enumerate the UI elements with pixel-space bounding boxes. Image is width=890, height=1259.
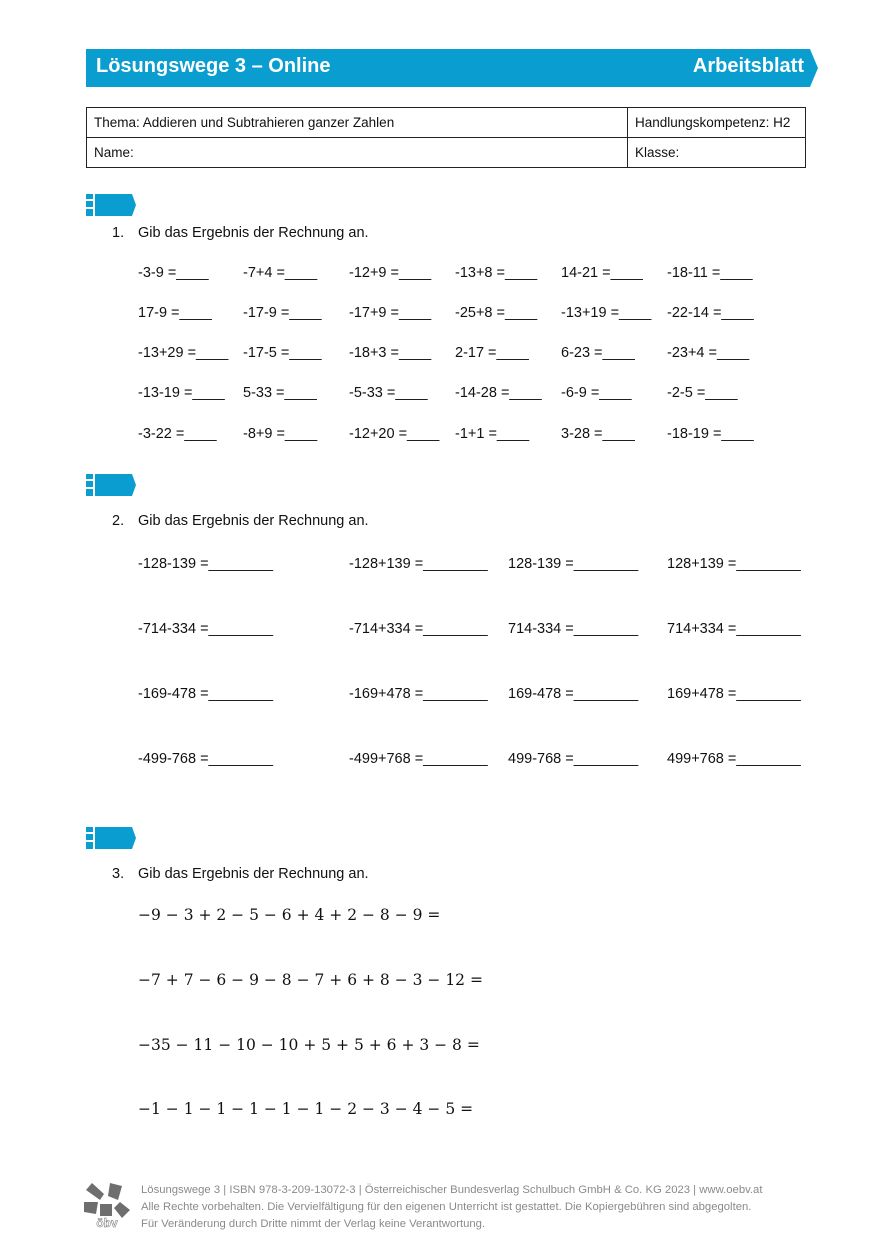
task-2-exercise: 169-478 =________: [508, 686, 639, 702]
document-type: Arbeitsblatt: [692, 55, 804, 77]
competence-cell: Handlungskompetenz: H2: [628, 108, 806, 138]
footer-line: Lösungswege 3 | ISBN 978-3-209-13072-3 | Österreichischer Bundesverlag Schulbuch GmbH & Co. KG 2023 | www.oebv.at: [141, 1184, 763, 1196]
task-1-exercise: -22-14 =____: [667, 305, 754, 321]
task-3-title: [112, 866, 369, 882]
task-1-title: [112, 225, 369, 241]
task-1-instruction: Gib das Ergebnis der Rechnung an.: [138, 225, 369, 241]
task-2-title: [112, 513, 369, 529]
task-1-exercise: -6-9 =____: [561, 385, 632, 401]
task-1-exercise: -12+9 =____: [349, 265, 432, 281]
task-2-exercise: -128-139 =________: [138, 556, 274, 572]
task-3-expression: −9 − 3 + 2 − 5 − 6 + 4 + 2 − 8 − 9 =: [138, 906, 441, 924]
task-1-number: 1.: [112, 225, 125, 241]
task-1-exercise: 5-33 =____: [243, 385, 317, 401]
publisher-logo-icon: [82, 1180, 132, 1230]
task-1-exercise: 2-17 =____: [455, 345, 529, 361]
task-2-exercise: 499+768 =________: [667, 751, 801, 767]
task-marker-1: [86, 194, 136, 216]
task-1-exercise: 17-9 =____: [138, 305, 212, 321]
task-1-exercise: -17+9 =____: [349, 305, 432, 321]
task-1-exercise: -25+8 =____: [455, 305, 538, 321]
task-2-exercise: 714+334 =________: [667, 621, 801, 637]
task-1-exercise: 6-23 =____: [561, 345, 635, 361]
task-2-exercise: 499-768 =________: [508, 751, 639, 767]
task-2-exercise: -499-768 =________: [138, 751, 274, 767]
task-1-exercise: -7+4 =____: [243, 265, 318, 281]
task-1-exercise: -18-11 =____: [667, 265, 753, 281]
task-1-exercise: -2-5 =____: [667, 385, 738, 401]
task-1-exercise: -18-19 =____: [667, 426, 754, 442]
task-1-exercise: -14-28 =____: [455, 385, 542, 401]
task-1-exercise: 14-21 =____: [561, 265, 643, 281]
task-2-instruction: Gib das Ergebnis der Rechnung an.: [138, 513, 369, 529]
task-2-exercise: 128-139 =________: [508, 556, 639, 572]
name-field[interactable]: Name:: [87, 138, 628, 168]
task-marker-3: [86, 827, 136, 849]
task-1-exercise: -23+4 =____: [667, 345, 750, 361]
task-1-exercise: -13+29 =____: [138, 345, 229, 361]
footer-line: Alle Rechte vorbehalten. Die Vervielfältigung für den eigenen Unterricht ist gestattet. Die Kopiergebühren sind abgegolten.: [141, 1201, 752, 1213]
task-1-exercise: -5-33 =____: [349, 385, 428, 401]
info-table: [86, 107, 806, 168]
task-2-number: 2.: [112, 513, 125, 529]
task-3-expression: −1 − 1 − 1 − 1 − 1 − 1 − 2 − 3 − 4 − 5 =: [138, 1100, 474, 1118]
task-2-exercise: -714+334 =________: [349, 621, 488, 637]
footer-line: Für Veränderung durch Dritte nimmt der Verlag keine Verantwortung.: [141, 1218, 486, 1230]
task-1-exercise: -13-19 =____: [138, 385, 225, 401]
task-2-exercise: 169+478 =________: [667, 686, 801, 702]
task-1-exercise: -17-9 =____: [243, 305, 322, 321]
task-1-exercise: -13+19 =____: [561, 305, 652, 321]
footer-text: [141, 1182, 762, 1233]
class-field[interactable]: Klasse:: [628, 138, 806, 168]
task-3-instruction: Gib das Ergebnis der Rechnung an.: [138, 866, 369, 882]
task-2-exercise: 714-334 =________: [508, 621, 639, 637]
task-2-exercise: -499+768 =________: [349, 751, 488, 767]
task-2-exercise: -128+139 =________: [349, 556, 488, 572]
task-1-exercise: -8+9 =____: [243, 426, 318, 442]
task-1-exercise: -3-9 =____: [138, 265, 209, 281]
task-1-exercise: -18+3 =____: [349, 345, 432, 361]
task-1-exercise: -1+1 =____: [455, 426, 530, 442]
worksheet-title: Lösungswege 3 – Online: [96, 55, 331, 77]
task-1-exercise: -13+8 =____: [455, 265, 538, 281]
task-1-exercise: -12+20 =____: [349, 426, 440, 442]
svg-text:öbv: öbv: [96, 1216, 118, 1230]
task-3-expression: −35 − 11 − 10 − 10 + 5 + 5 + 6 + 3 − 8 =: [138, 1036, 480, 1054]
task-1-exercise: -17-5 =____: [243, 345, 322, 361]
task-2-exercise: 128+139 =________: [667, 556, 801, 572]
task-marker-2: [86, 474, 136, 496]
task-2-exercise: -169-478 =________: [138, 686, 274, 702]
topic-cell: Thema: Addieren und Subtrahieren ganzer Zahlen: [87, 108, 628, 138]
task-2-exercise: -714-334 =________: [138, 621, 274, 637]
task-1-exercise: 3-28 =____: [561, 426, 635, 442]
task-3-number: 3.: [112, 866, 125, 882]
task-3-expression: −7 + 7 − 6 − 9 − 8 − 7 + 6 + 8 − 3 − 12 =: [138, 971, 483, 989]
header-banner: [86, 49, 818, 87]
task-2-exercise: -169+478 =________: [349, 686, 488, 702]
task-1-exercise: -3-22 =____: [138, 426, 217, 442]
